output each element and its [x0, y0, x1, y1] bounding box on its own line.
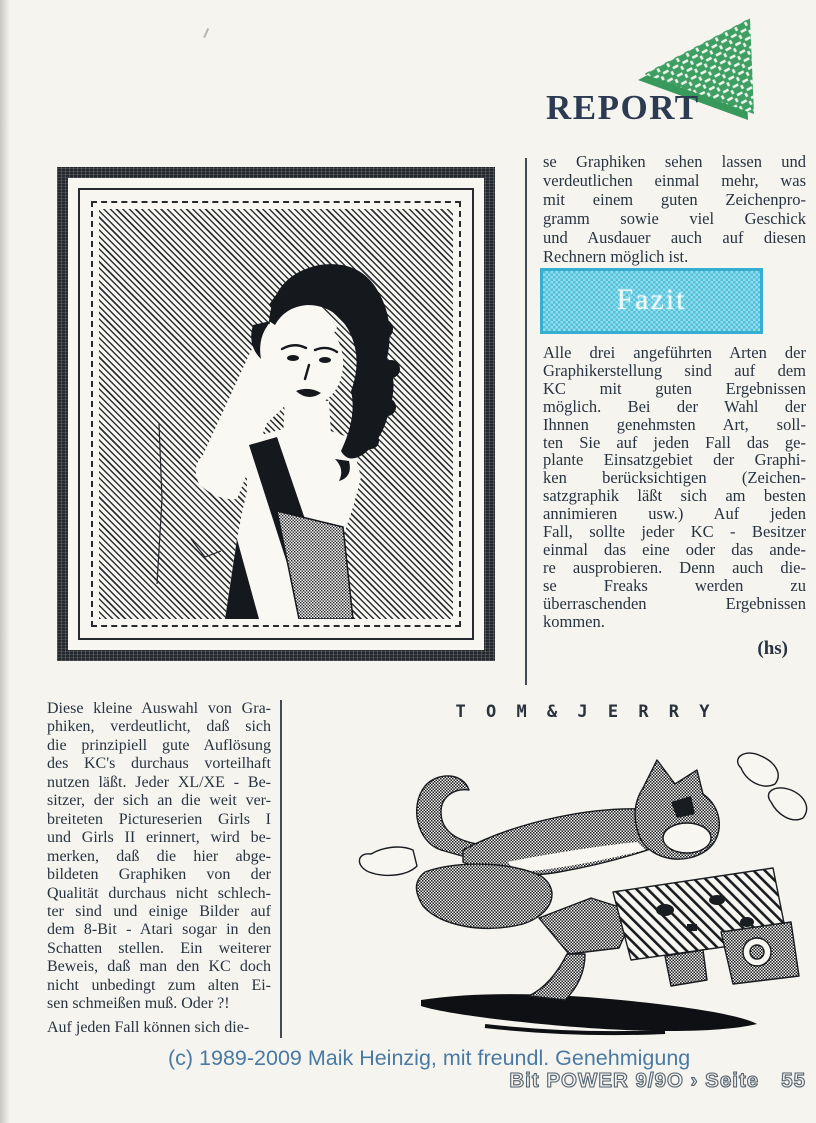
pinup-picture-frame: [57, 167, 495, 661]
author-initials: (hs): [757, 638, 788, 659]
tom-jerry-image: [335, 748, 810, 1040]
pinup-figure-drawing: [99, 209, 453, 619]
left-column-paragraph-1: Diese kleine Auswahl von Gra- phiken, verdeutlicht, daß sich die prinzipiell gute Auflösung des KC's durchaus vorteilhaft nutzen läßt. Jeder XL/XE - Be- sitzer, der sich an die weit ver- breiteten Pictureserien Girls I und Girls II erinnert, wird be- merken, daß die hier abge- bildeten Graphiken von der Qualität durchaus nicht schlech- ter sind und einige Bilder auf dem 8-Bit - Atari sogar in den Schatten stellen. Ein weiterer Beweis, daß man den KC doch nicht unbedingt zum alten Ei- sen schmeißen muß. Oder ?!: [47, 700, 271, 1013]
section-title: REPORT: [546, 88, 700, 127]
pinup-image: [99, 209, 453, 619]
magazine-issue-label: Bit POWER 9/9O › Seite: [509, 1069, 760, 1092]
scan-speck: [203, 28, 213, 40]
fazit-label: Fazit: [616, 283, 687, 316]
copyright-watermark: (c) 1989-2009 Maik Heinzig, mit freundl. Genehmigung: [168, 1046, 691, 1070]
page-number: 55: [781, 1069, 806, 1092]
right-column-paragraph-2: Alle drei angeführten Arten der Graphikerstellung sind auf dem KC mit guten Ergebnissen möglich. Bei der Wahl der Ihnnen genehmsten Art, soll- ten Sie auf jeden Fall das ge- plante Einsatzgebiet der Graphi- ken berücksichtigen (Zeichen- satzgraphik läßt sich am besten annimieren usw.) Auf jeden Fall, sollte jeder KC - Besitzer einmal das eine oder das ande- re ausprobieren. Denn auch die- se Freaks werden zu überraschenden Ergebnissen kommen.: [543, 343, 806, 631]
column-divider-bottom: [280, 700, 282, 1038]
right-column-paragraph-1: se Graphiken sehen lassen und verdeutlichen einmal mehr, was mit einem guten Zeichenpro- gramm sowie viel Geschick und Ausdauer auch auf diesen Rechnern möglich ist.: [543, 152, 806, 266]
tom-jerry-title: T O M & J E R R Y: [455, 702, 715, 722]
left-column-paragraph-2: Auf jeden Fall können sich die-: [47, 1019, 250, 1036]
column-divider-top: [525, 158, 527, 685]
fazit-box: [540, 268, 763, 334]
magazine-page-footer: [460, 1069, 806, 1093]
scan-edge-shadow: [0, 0, 10, 1123]
